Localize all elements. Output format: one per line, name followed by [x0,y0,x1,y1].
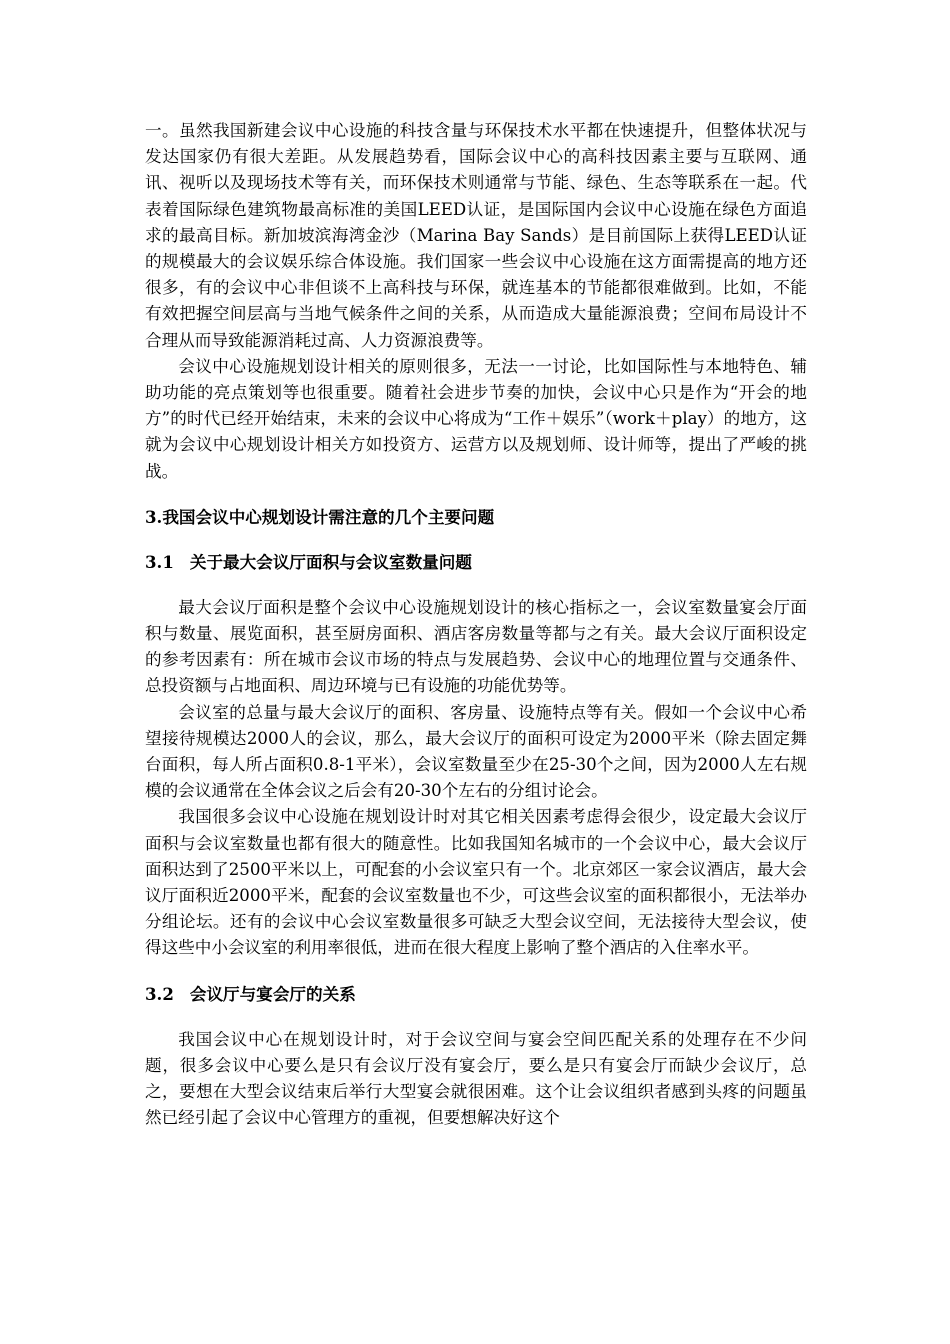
subsection-number: 3.2 [145,983,174,1004]
paragraph-max-hall-area: 最大会议厅面积是整个会议中心设施规划设计的核心指标之一，会议室数量宴会厅面积与数量、展览面积，甚至厨房面积、酒店客房数量等都与之有关。最大会议厅面积设定的参考因素有：所在城市会议市场的特点与发展趋势、会议中心的地理位置与交通条件、总投资额与占地面积、周边环境与已有设施的功能优势等。 [145,597,807,696]
section-heading-3: 3.我国会议中心规划设计需注意的几个主要问题 [145,506,495,527]
paragraph-green-tech: 一。虽然我国新建会议中心设施的科技含量与环保技术水平都在快速提升，但整体状况与发达国家仍有很大差距。从发展趋势看，国际会议中心的高科技因素主要与互联网、通讯、视听以及现场技术等有关，而环保技术则通常与节能、绿色、生态等联系在一起。代表着国际绿色建筑物最高标准的美国LEED认证，是国际国内会议中心设施在绿色方面追求的最高目标。新加坡滨海湾金沙（Marina Bay Sands）是目前国际上获得LEED认证的规模最大的会议娱乐综合体设施。我们国家一些会议中心设施在这方面需提高的地方还很多，有的会议中心非但谈不上高科技与环保，就连基本的节能都很难做到。比如，不能有效把握空间层高与当地气候条件之间的关系，从而造成大量能源浪费；空间布局设计不合理从而导致能源消耗过高、人力资源浪费等。 [145,121,807,350]
paragraph-meeting-room-count: 会议室的总量与最大会议厅的面积、客房量、设施特点等有关。假如一个会议中心希望接待规模达2000人的会议，那么，最大会议厅的面积可设定为2000平米（除去固定舞台面积，每人所占面积0.8-1平米），会议室数量至少在25-30个之间，因为2000人左右规模的会议通常在全体会议之后会有20-30个左右的分组讨论会。 [145,702,807,801]
subsection-heading-3-2 [145,981,807,1007]
paragraph-planning-principles: 会议中心设施规划设计相关的原则很多，无法一一讨论，比如国际性与本地特色、辅助功能的亮点策划等也很重要。随着社会进步节奏的加快，会议中心只是作为“开会的地方”的时代已经开始结束，未来的会议中心将成为“工作＋娱乐”（work＋play）的地方，这就为会议中心规划设计相关方如投资方、运营方以及规划师、设计师等，提出了严峻的挑战。 [145,356,807,481]
subsection-number: 3.1 [145,551,174,572]
paragraph-planning-issues: 我国很多会议中心设施在规划设计时对其它相关因素考虑得会很少，设定最大会议厅面积与会议室数量也都有很大的随意性。比如我国知名城市的一个会议中心，最大会议厅面积达到了2500平米以上，可配套的小会议室只有一个。北京郊区一家会议酒店，最大会议厅面积近2000平米，配套的会议室数量也不少，可这些会议室的面积都很小，无法举办分组论坛。还有的会议中心会议室数量很多可缺乏大型会议空间，无法接待大型会议，使得这些中小会议室的利用率很低，进而在很大程度上影响了整个酒店的入住率水平。 [145,807,807,958]
subsection-heading-3-1 [145,549,807,575]
subsection-title: 会议厅与宴会厅的关系 [189,983,356,1004]
document-page [145,118,807,1132]
subsection-title: 关于最大会议厅面积与会议室数量问题 [189,551,472,572]
paragraph-banquet-relation: 我国会议中心在规划设计时，对于会议空间与宴会空间匹配关系的处理存在不少问题，很多会议中心要么是只有会议厅没有宴会厅，要么是只有宴会厅而缺少会议厅，总之，要想在大型会议结束后举行大型宴会就很困难。这个让会议组织者感到头疼的问题虽然已经引起了会议中心管理方的重视，但要想解决好这个 [145,1029,807,1128]
